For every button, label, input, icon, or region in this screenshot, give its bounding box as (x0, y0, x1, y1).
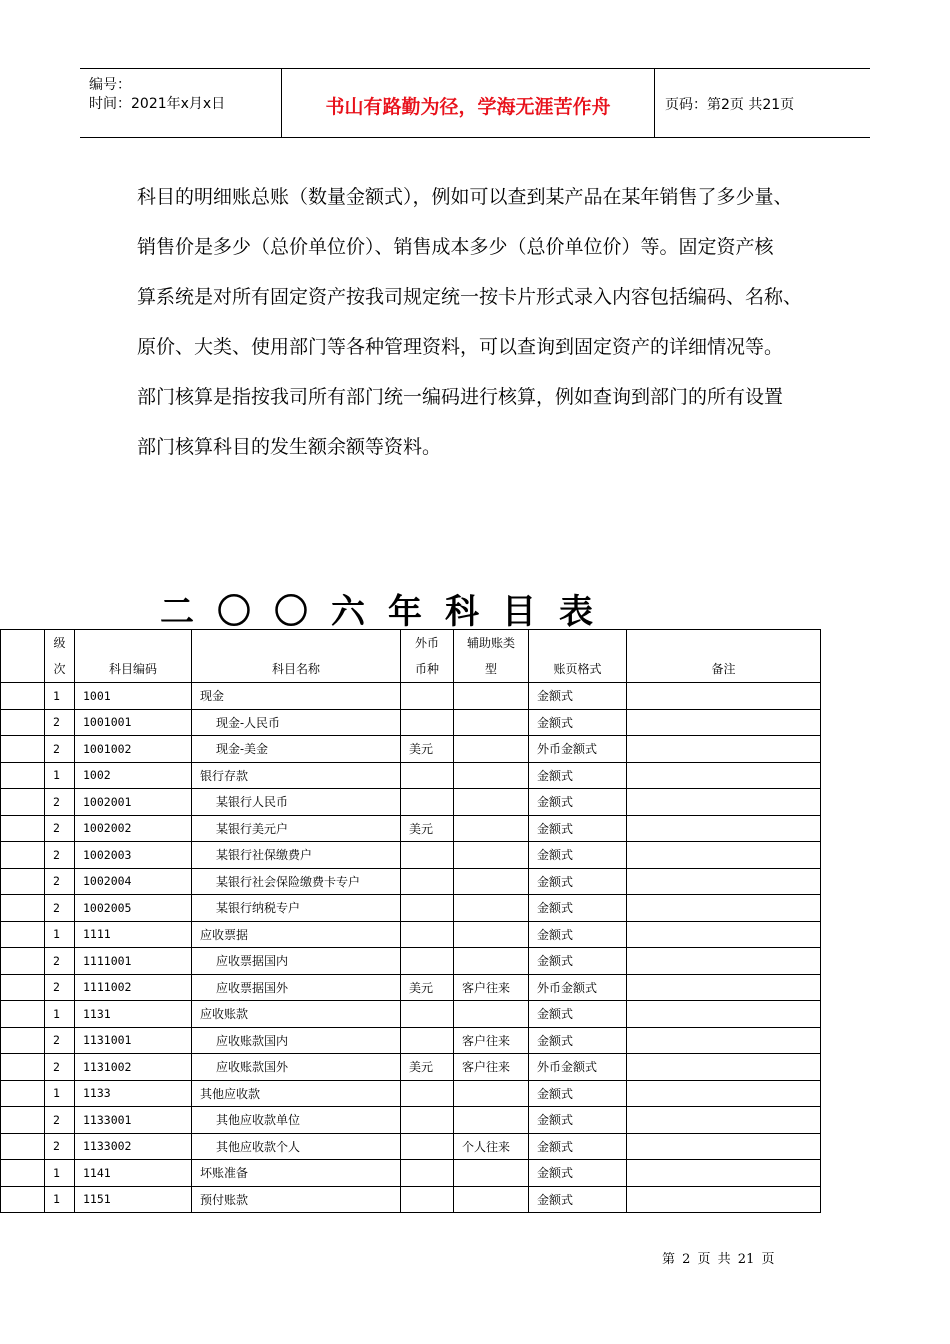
currency-cell (401, 1133, 454, 1160)
level-cell: 2 (45, 842, 75, 869)
currency-cell: 美元 (401, 1054, 454, 1081)
aux-cell (454, 736, 529, 763)
code-cell: 1133 (75, 1080, 192, 1107)
code-cell: 1002004 (75, 868, 192, 895)
header-name: 科目名称 (192, 630, 401, 683)
name-cell: 某银行人民币 (192, 789, 401, 816)
name-cell: 现金-美金 (192, 736, 401, 763)
remark-cell (627, 921, 821, 948)
currency-cell: 美元 (401, 736, 454, 763)
code-cell: 1001 (75, 683, 192, 710)
aux-cell (454, 1107, 529, 1134)
level-cell: 2 (45, 1027, 75, 1054)
row-blank-cell (1, 1054, 45, 1081)
format-cell: 金额式 (529, 1027, 627, 1054)
aux-cell (454, 921, 529, 948)
code-cell: 1111002 (75, 974, 192, 1001)
code-cell: 1133002 (75, 1133, 192, 1160)
format-cell: 金额式 (529, 1080, 627, 1107)
table-row (1, 709, 821, 736)
table-row (1, 1054, 821, 1081)
name-cell: 预付账款 (192, 1186, 401, 1213)
header-page-label: 页码：第2页 共21页 (665, 97, 795, 113)
currency-cell (401, 1027, 454, 1054)
currency-cell (401, 921, 454, 948)
remark-cell (627, 895, 821, 922)
header-level (45, 630, 75, 683)
header-motto: 书山有路勤为径，学海无涯苦作舟 (325, 96, 611, 118)
aux-cell: 客户往来 (454, 1054, 529, 1081)
paragraph-line: 算系统是对所有固定资产按我司规定统一按卡片形式录入内容包括编码、名称、 (137, 286, 803, 308)
remark-cell (627, 948, 821, 975)
format-cell: 外币金额式 (529, 736, 627, 763)
remark-cell (627, 1186, 821, 1213)
header-currency (401, 630, 454, 683)
name-cell: 某银行社会保险缴费卡专户 (192, 868, 401, 895)
row-blank-cell (1, 815, 45, 842)
remark-cell (627, 1054, 821, 1081)
format-cell: 金额式 (529, 815, 627, 842)
aux-cell: 客户往来 (454, 974, 529, 1001)
row-blank-cell (1, 1186, 45, 1213)
level-cell: 2 (45, 868, 75, 895)
format-cell: 金额式 (529, 868, 627, 895)
row-blank-cell (1, 683, 45, 710)
remark-cell (627, 683, 821, 710)
aux-cell (454, 815, 529, 842)
row-blank-cell (1, 868, 45, 895)
format-cell: 金额式 (529, 1107, 627, 1134)
level-cell: 1 (45, 1080, 75, 1107)
format-cell: 金额式 (529, 789, 627, 816)
aux-cell (454, 1080, 529, 1107)
name-cell: 应收票据国外 (192, 974, 401, 1001)
level-cell: 2 (45, 948, 75, 975)
aux-cell (454, 1001, 529, 1028)
paragraph-line: 销售价是多少（总价单位价）、销售成本多少（总价单位价）等。固定资产核 (137, 236, 774, 258)
format-cell: 金额式 (529, 895, 627, 922)
currency-cell: 美元 (401, 974, 454, 1001)
level-cell: 1 (45, 1160, 75, 1187)
remark-cell (627, 842, 821, 869)
row-blank-cell (1, 736, 45, 763)
table-row (1, 1107, 821, 1134)
code-cell: 1111 (75, 921, 192, 948)
table-row (1, 868, 821, 895)
remark-cell (627, 762, 821, 789)
remark-cell (627, 789, 821, 816)
table-row (1, 736, 821, 763)
aux-cell (454, 762, 529, 789)
aux-cell (454, 842, 529, 869)
currency-cell (401, 789, 454, 816)
row-blank-cell (1, 895, 45, 922)
remark-cell (627, 736, 821, 763)
aux-cell (454, 895, 529, 922)
paragraph-line: 科目的明细账总账（数量金额式），例如可以查到某产品在某年销售了多少量、 (137, 186, 793, 208)
code-cell: 1131002 (75, 1054, 192, 1081)
remark-cell (627, 1160, 821, 1187)
code-cell: 1111001 (75, 948, 192, 975)
level-cell: 2 (45, 736, 75, 763)
table-row (1, 815, 821, 842)
table-body (1, 683, 821, 1213)
row-blank-cell (1, 842, 45, 869)
header-time-label: 时间：2021年x月x日 (89, 96, 226, 112)
name-cell: 应收账款 (192, 1001, 401, 1028)
table-header-row (1, 630, 821, 683)
aux-cell (454, 709, 529, 736)
remark-cell (627, 1080, 821, 1107)
header-divider (654, 69, 655, 137)
row-blank-cell (1, 1027, 45, 1054)
code-cell: 1151 (75, 1186, 192, 1213)
aux-cell (454, 683, 529, 710)
aux-cell (454, 868, 529, 895)
row-blank-cell (1, 1160, 45, 1187)
aux-cell: 个人往来 (454, 1133, 529, 1160)
format-cell: 金额式 (529, 842, 627, 869)
remark-cell (627, 1001, 821, 1028)
remark-cell (627, 709, 821, 736)
format-cell: 金额式 (529, 1186, 627, 1213)
level-cell: 2 (45, 895, 75, 922)
format-cell: 金额式 (529, 1160, 627, 1187)
header-aux-line2: 型 (484, 662, 497, 676)
format-cell: 金额式 (529, 948, 627, 975)
name-cell: 某银行美元户 (192, 815, 401, 842)
header-currency-line1: 外币 (414, 636, 439, 650)
currency-cell (401, 895, 454, 922)
level-cell: 1 (45, 683, 75, 710)
table-row (1, 948, 821, 975)
row-blank-cell (1, 921, 45, 948)
remark-cell (627, 1027, 821, 1054)
level-cell: 2 (45, 1107, 75, 1134)
name-cell: 现金 (192, 683, 401, 710)
paragraph-line: 部门核算是指按我司所有部门统一编码进行核算，例如查询到部门的所有设置 (137, 386, 784, 408)
table-row (1, 1080, 821, 1107)
code-cell: 1001001 (75, 709, 192, 736)
format-cell: 外币金额式 (529, 974, 627, 1001)
row-blank-cell (1, 1107, 45, 1134)
currency-cell (401, 762, 454, 789)
code-cell: 1131 (75, 1001, 192, 1028)
row-blank-cell (1, 1080, 45, 1107)
remark-cell (627, 1133, 821, 1160)
table-row (1, 921, 821, 948)
name-cell: 某银行社保缴费户 (192, 842, 401, 869)
code-cell: 1002001 (75, 789, 192, 816)
remark-cell (627, 868, 821, 895)
row-blank-cell (1, 762, 45, 789)
row-blank-cell (1, 789, 45, 816)
level-cell: 1 (45, 921, 75, 948)
body-paragraph (137, 172, 917, 472)
format-cell: 金额式 (529, 1001, 627, 1028)
name-cell: 应收账款国内 (192, 1027, 401, 1054)
level-cell: 2 (45, 789, 75, 816)
header-blank (1, 630, 45, 683)
currency-cell (401, 709, 454, 736)
paragraph-line: 原价、大类、使用部门等各种管理资料，可以查询到固定资产的详细情况等。 (137, 336, 784, 358)
currency-cell (401, 868, 454, 895)
level-cell: 1 (45, 1001, 75, 1028)
level-cell: 2 (45, 815, 75, 842)
table-row (1, 789, 821, 816)
table-row (1, 842, 821, 869)
table-row (1, 1001, 821, 1028)
paragraph-line: 部门核算科目的发生额余额等资料。 (137, 436, 442, 458)
format-cell: 金额式 (529, 921, 627, 948)
currency-cell (401, 1080, 454, 1107)
currency-cell (401, 1160, 454, 1187)
level-cell: 1 (45, 1186, 75, 1213)
header-level-line1: 级 (53, 636, 66, 650)
table-row (1, 762, 821, 789)
aux-cell (454, 789, 529, 816)
level-cell: 2 (45, 974, 75, 1001)
table-row (1, 895, 821, 922)
header-level-line2: 次 (53, 662, 66, 676)
level-cell: 2 (45, 1133, 75, 1160)
aux-cell: 客户往来 (454, 1027, 529, 1054)
name-cell: 现金-人民币 (192, 709, 401, 736)
aux-cell (454, 948, 529, 975)
name-cell: 应收账款国外 (192, 1054, 401, 1081)
name-cell: 其他应收款 (192, 1080, 401, 1107)
header-remark: 备注 (627, 630, 821, 683)
name-cell: 其他应收款个人 (192, 1133, 401, 1160)
row-blank-cell (1, 1001, 45, 1028)
table-row (1, 1186, 821, 1213)
remark-cell (627, 1107, 821, 1134)
name-cell: 坏账准备 (192, 1160, 401, 1187)
header-currency-line2: 币种 (414, 662, 439, 676)
code-cell: 1002003 (75, 842, 192, 869)
format-cell: 金额式 (529, 1133, 627, 1160)
aux-cell (454, 1160, 529, 1187)
currency-cell (401, 842, 454, 869)
table-row (1, 1160, 821, 1187)
page-footer: 第 2 页 共 21 页 (662, 1252, 775, 1267)
format-cell: 金额式 (529, 709, 627, 736)
code-cell: 1131001 (75, 1027, 192, 1054)
code-cell: 1002005 (75, 895, 192, 922)
header-aux-line1: 辅助账类 (466, 636, 515, 650)
name-cell: 应收票据 (192, 921, 401, 948)
name-cell: 银行存款 (192, 762, 401, 789)
name-cell: 应收票据国内 (192, 948, 401, 975)
row-blank-cell (1, 974, 45, 1001)
level-cell: 2 (45, 709, 75, 736)
row-blank-cell (1, 948, 45, 975)
name-cell: 某银行纳税专户 (192, 895, 401, 922)
table-title: 二〇〇六年科目表 (160, 592, 616, 632)
table-row (1, 1133, 821, 1160)
remark-cell (627, 815, 821, 842)
currency-cell (401, 1107, 454, 1134)
format-cell: 金额式 (529, 762, 627, 789)
format-cell: 金额式 (529, 683, 627, 710)
header-format: 账页格式 (529, 630, 627, 683)
code-cell: 1141 (75, 1160, 192, 1187)
header-code: 科目编码 (75, 630, 192, 683)
header-aux (454, 630, 529, 683)
code-cell: 1001002 (75, 736, 192, 763)
currency-cell (401, 1001, 454, 1028)
code-cell: 1133001 (75, 1107, 192, 1134)
table-row (1, 1027, 821, 1054)
header-number-label: 编号： (89, 77, 131, 93)
row-blank-cell (1, 709, 45, 736)
row-blank-cell (1, 1133, 45, 1160)
account-table (0, 629, 821, 1213)
level-cell: 1 (45, 762, 75, 789)
level-cell: 2 (45, 1054, 75, 1081)
remark-cell (627, 974, 821, 1001)
table-row (1, 683, 821, 710)
code-cell: 1002 (75, 762, 192, 789)
format-cell: 外币金额式 (529, 1054, 627, 1081)
aux-cell (454, 1186, 529, 1213)
currency-cell: 美元 (401, 815, 454, 842)
table-row (1, 974, 821, 1001)
code-cell: 1002002 (75, 815, 192, 842)
document-header (80, 68, 870, 138)
currency-cell (401, 1186, 454, 1213)
name-cell: 其他应收款单位 (192, 1107, 401, 1134)
currency-cell (401, 948, 454, 975)
currency-cell (401, 683, 454, 710)
